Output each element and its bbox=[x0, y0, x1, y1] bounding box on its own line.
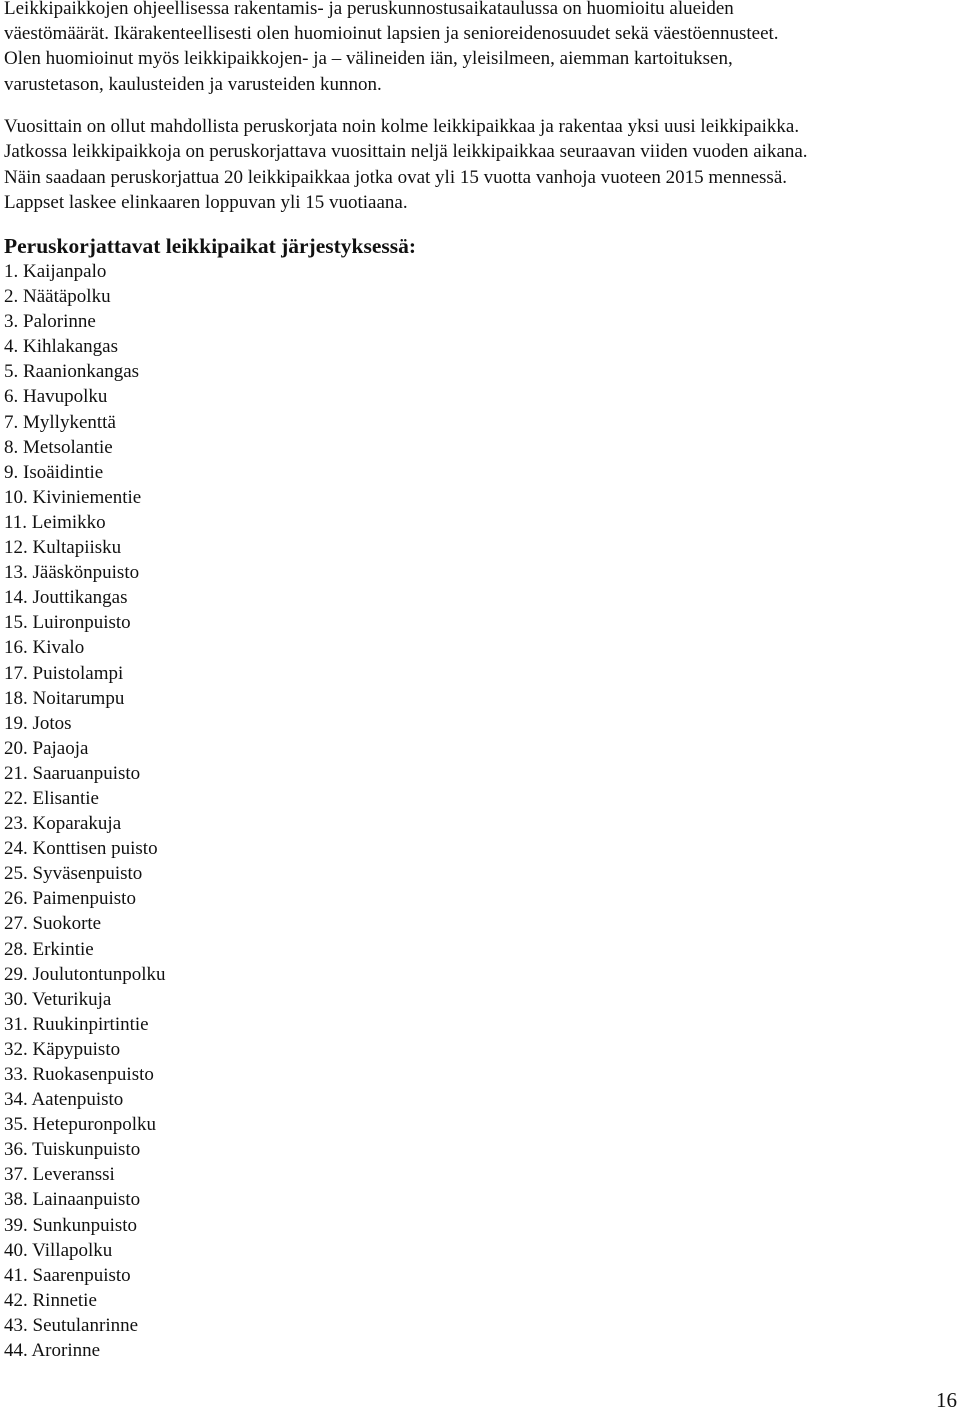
list-item: 16. Kivalo bbox=[4, 637, 85, 659]
paragraph-line: Leikkipaikkojen ohjeellisessa rakentamis- ja peruskunnostusaikataulussa on huomioitu alueiden bbox=[4, 0, 734, 19]
list-item: 39. Sunkunpuisto bbox=[4, 1214, 138, 1236]
list-item: 43. Seutulanrinne bbox=[4, 1314, 139, 1336]
list-item: 10. Kiviniementie bbox=[4, 486, 142, 508]
list-item: 25. Syväsenpuisto bbox=[4, 863, 143, 885]
list-item: 27. Suokorte bbox=[4, 913, 102, 935]
paragraph-line: Jatkossa leikkipaikkoja on peruskorjattava vuosittain neljä leikkipaikkaa seuraavan viiden vuoden aikana. bbox=[4, 141, 808, 163]
paragraph-line: Olen huomioinut myös leikkipaikkojen- ja – välineiden iän, yleisilmeen, aiemman kartoituksen, bbox=[4, 48, 733, 70]
list-item: 22. Elisantie bbox=[4, 787, 99, 809]
list-item: 9. Isoäidintie bbox=[4, 461, 104, 483]
page-number: 16 bbox=[936, 1388, 957, 1412]
list-item: 31. Ruukinpirtintie bbox=[4, 1013, 149, 1035]
list-item: 12. Kultapiisku bbox=[4, 537, 122, 559]
list-item: 18. Noitarumpu bbox=[4, 687, 125, 709]
list-item: 38. Lainaanpuisto bbox=[4, 1189, 141, 1211]
paragraph-line: varustetason, kaulusteiden ja varusteiden kunnon. bbox=[4, 73, 382, 95]
list-item: 36. Tuiskunpuisto bbox=[4, 1139, 141, 1161]
list-item: 37. Leveranssi bbox=[4, 1164, 115, 1186]
list-item: 21. Saaruanpuisto bbox=[4, 762, 141, 784]
paragraph-line: Lappset laskee elinkaaren loppuvan yli 15 vuotiaana. bbox=[4, 191, 408, 213]
list-heading: Peruskorjattavat leikkipaikat järjestyksessä: bbox=[4, 234, 417, 258]
list-item: 20. Pajaoja bbox=[4, 737, 89, 759]
paragraph-spacer bbox=[4, 97, 954, 115]
list-item: 24. Konttisen puisto bbox=[4, 838, 158, 860]
list-item: 42. Rinnetie bbox=[4, 1289, 97, 1311]
list-item: 1. Kaijanpalo bbox=[4, 261, 107, 282]
list-item: 17. Puistolampi bbox=[4, 662, 124, 684]
list-item: 5. Raanionkangas bbox=[4, 361, 140, 383]
playground-list bbox=[4, 259, 954, 1363]
list-item: 23. Koparakuja bbox=[4, 813, 122, 835]
list-item: 32. Käpypuisto bbox=[4, 1038, 121, 1060]
intro-paragraph bbox=[4, 0, 954, 97]
list-item: 30. Veturikuja bbox=[4, 988, 112, 1010]
list-item: 34. Aatenpuisto bbox=[4, 1089, 124, 1111]
document-content bbox=[4, 0, 954, 1363]
renovation-paragraph bbox=[4, 114, 954, 215]
list-item: 33. Ruokasenpuisto bbox=[4, 1064, 154, 1085]
list-item: 7. Myllykenttä bbox=[4, 411, 116, 433]
list-item: 28. Erkintie bbox=[4, 938, 94, 960]
list-item: 44. Arorinne bbox=[4, 1340, 101, 1362]
list-item: 13. Jääskönpuisto bbox=[4, 562, 140, 584]
list-item: 11. Leimikko bbox=[4, 511, 106, 533]
list-item: 8. Metsolantie bbox=[4, 436, 113, 458]
paragraph-line: Näin saadaan peruskorjattua 20 leikkipaikkaa jotka ovat yli 15 vuotta vanhoja vuoteen 2015 mennessä. bbox=[4, 166, 787, 188]
list-item: 15. Luironpuisto bbox=[4, 612, 131, 634]
list-item: 19. Jotos bbox=[4, 712, 72, 734]
paragraph-line: väestömäärät. Ikärakenteellisesti olen huomioinut lapsien ja senioreidenosuudet sekä väestöennusteet. bbox=[4, 23, 779, 45]
list-item: 40. Villapolku bbox=[4, 1239, 113, 1261]
list-item: 3. Palorinne bbox=[4, 311, 96, 333]
list-item: 6. Havupolku bbox=[4, 386, 108, 408]
list-item: 41. Saarenpuisto bbox=[4, 1264, 131, 1286]
list-item: 2. Näätäpolku bbox=[4, 286, 111, 308]
list-item: 4. Kihlakangas bbox=[4, 336, 118, 358]
list-item: 14. Jouttikangas bbox=[4, 587, 128, 609]
list-item: 35. Hetepuronpolku bbox=[4, 1114, 156, 1136]
list-item: 26. Paimenpuisto bbox=[4, 888, 136, 910]
paragraph-line: Vuosittain on ollut mahdollista peruskorjata noin kolme leikkipaikkaa ja rakentaa yksi uusi leikkipaikka. bbox=[4, 116, 800, 138]
list-item: 29. Joulutontunpolku bbox=[4, 963, 166, 985]
